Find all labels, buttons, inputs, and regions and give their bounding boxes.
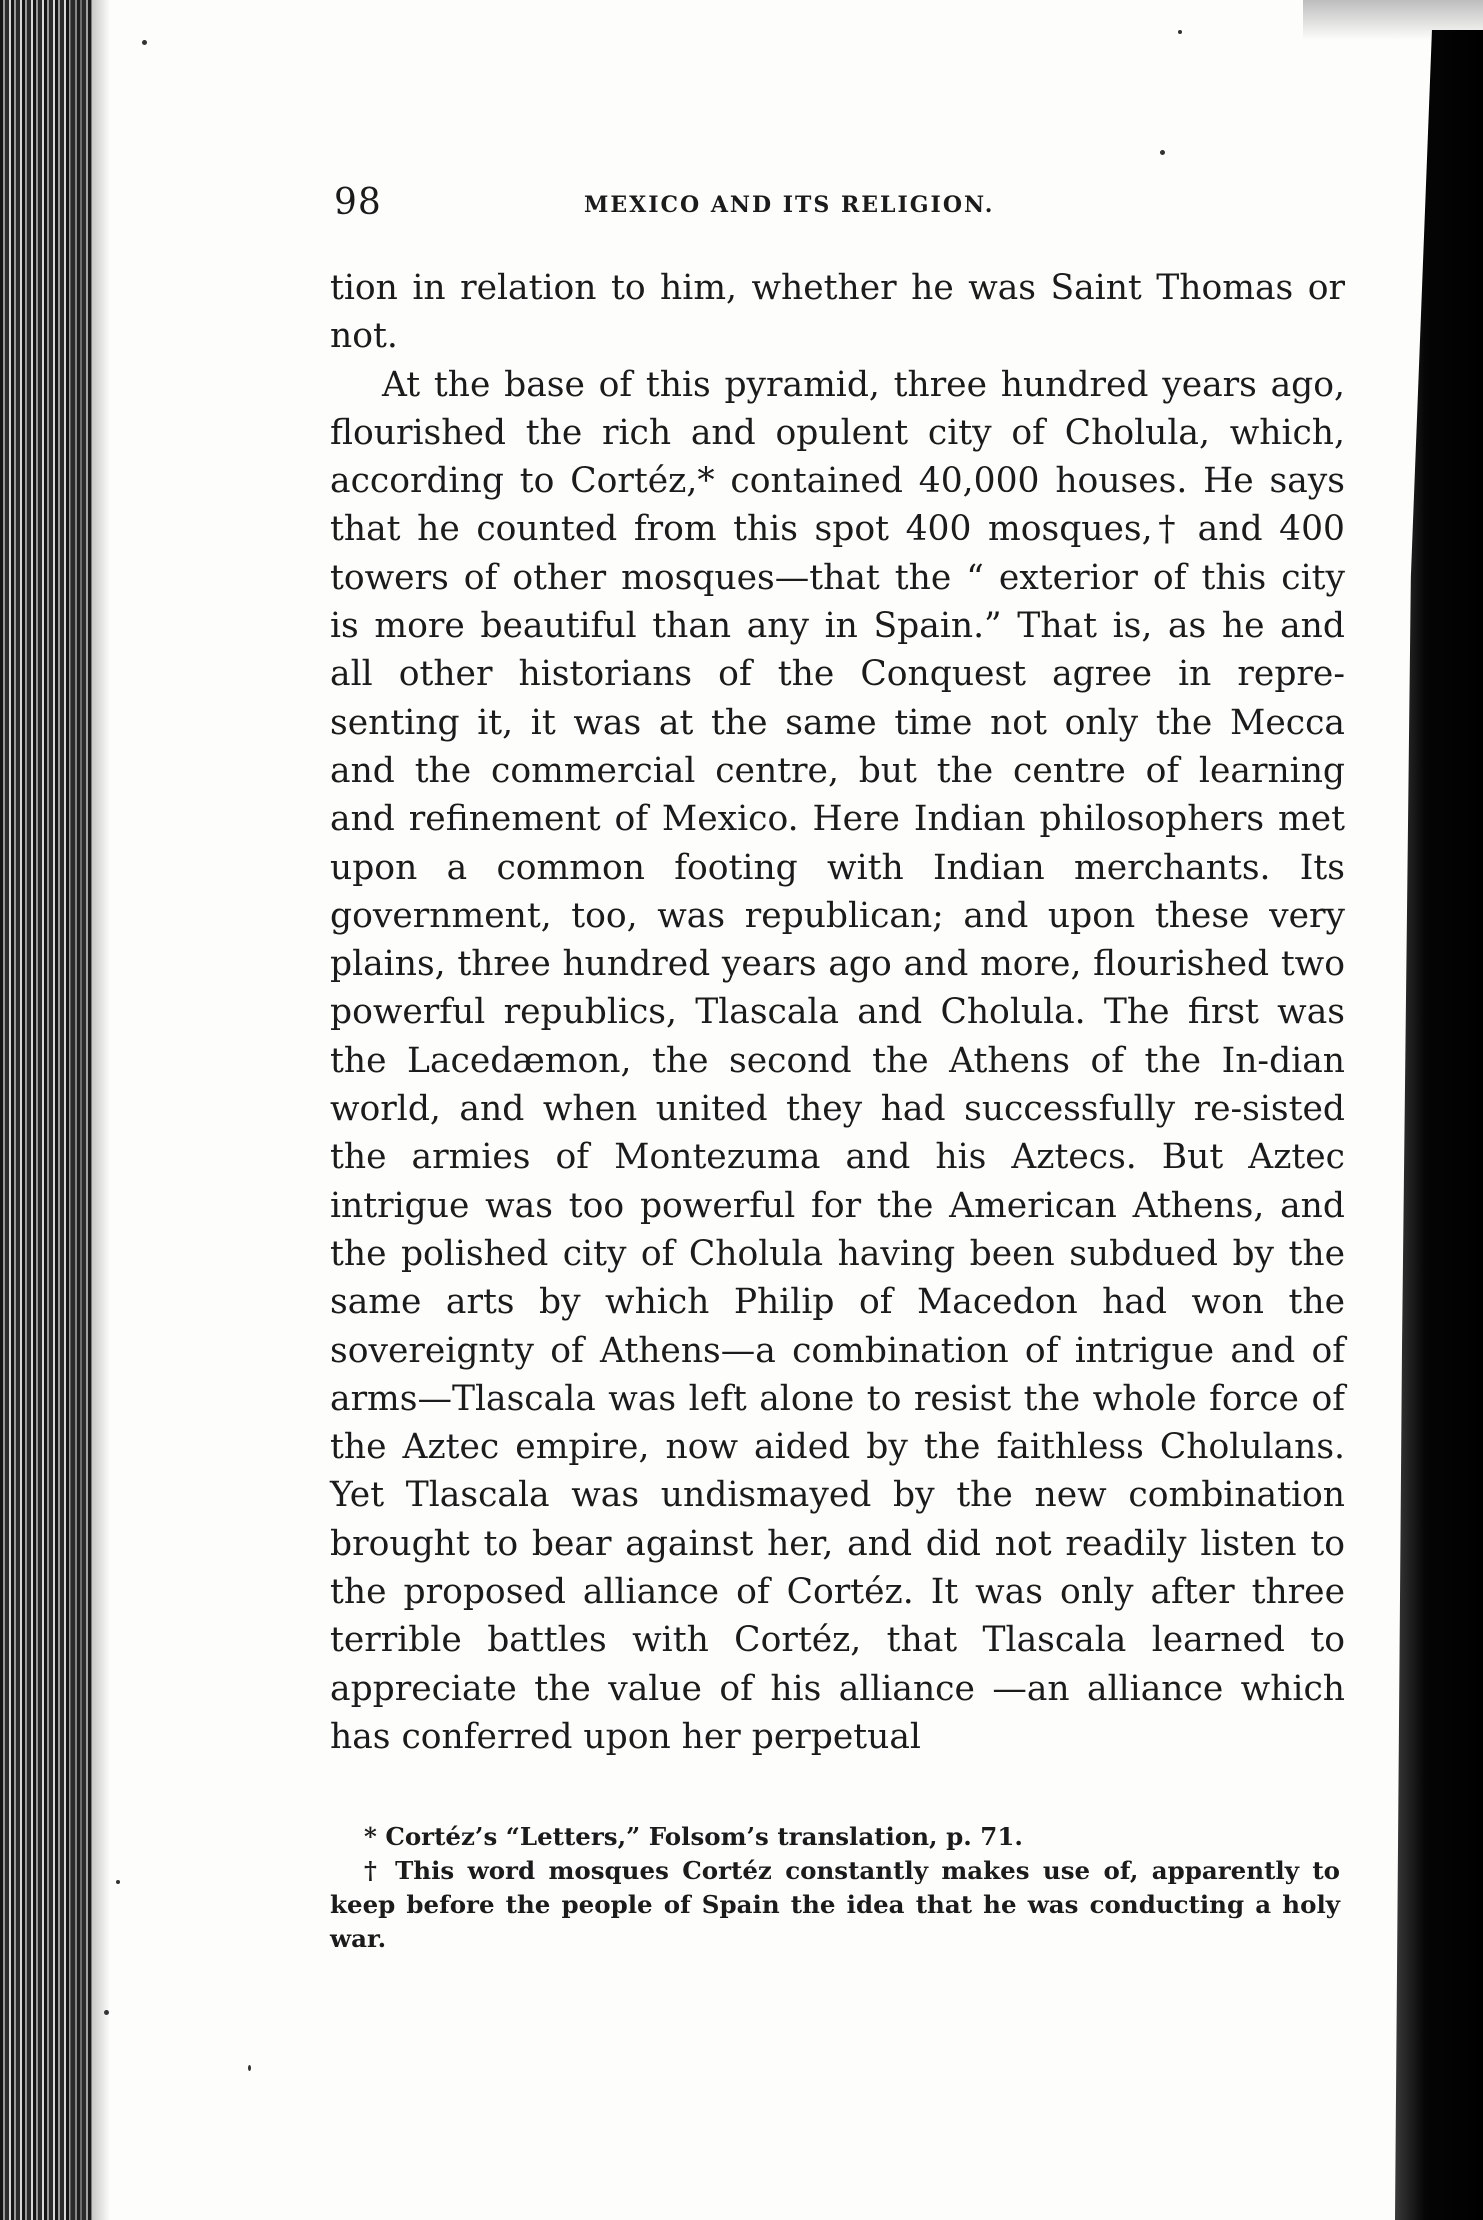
right-page-edge <box>1395 30 1483 2220</box>
running-head <box>334 182 1114 232</box>
paragraph-continuation: tion in relation to him, whether he was Saint Thomas or not. <box>330 268 1345 357</box>
gutter-shadow <box>70 0 110 2220</box>
footnote-1: * Cortéz’s “Letters,” Folsom’s translation, p. 71. <box>364 1822 1023 1851</box>
paragraph-cholula: At the base of this pyramid, three hundred years ago, flourished the rich and opulent city of Cholula, which, according to Cortéz,* contained 40,000 houses. He says that he counted from this spot 400 mosques,† and 400 towers of other mosques—that the “ exterior of this city is more beautiful than any in Spain.” That is, as he and all other historians of the Conquest agree in repre-senting it, it was at the same time not only the Mecca and the commercial centre, but the centre of learning and refinement of Mexico. Here Indian philosophers met upon a common footing with Indian merchants. Its government, too, was republican; and upon these very plains, three hundred years ago and more, flourished two powerful republics, Tlascala and Cholula. The first was the Lacedæmon, the second the Athens of the In-dian world, and when united they had successfully re-sisted the armies of Montezuma and his Aztecs. But Aztec intrigue was too powerful for the American Athens, and the polished city of Cholula having been subdued by the same arts by which Philip of Macedon had won the sovereignty of Athens—a combination of intrigue and of arms—Tlascala was left alone to resist the whole force of the Aztec empire, now aided by the faithless Cholulans. Yet Tlascala was undismayed by the new combination brought to bear against her, and did not readily listen to the proposed alliance of Cortéz. It was only after three terrible battles with Cortéz, that Tlascala learned to appreciate the value of his alliance —an alliance which has conferred upon her perpetual <box>330 364 1345 1757</box>
body-text <box>330 264 1345 1761</box>
page-number: 98 <box>334 182 382 223</box>
footnote-2: † This word mosques Cortéz constantly makes use of, apparently to keep before the people of Spain the idea that he was conducting a holy war. <box>330 1856 1340 1953</box>
running-title: MEXICO AND ITS RELIGION. <box>584 192 995 218</box>
footnotes <box>330 1820 1340 1956</box>
